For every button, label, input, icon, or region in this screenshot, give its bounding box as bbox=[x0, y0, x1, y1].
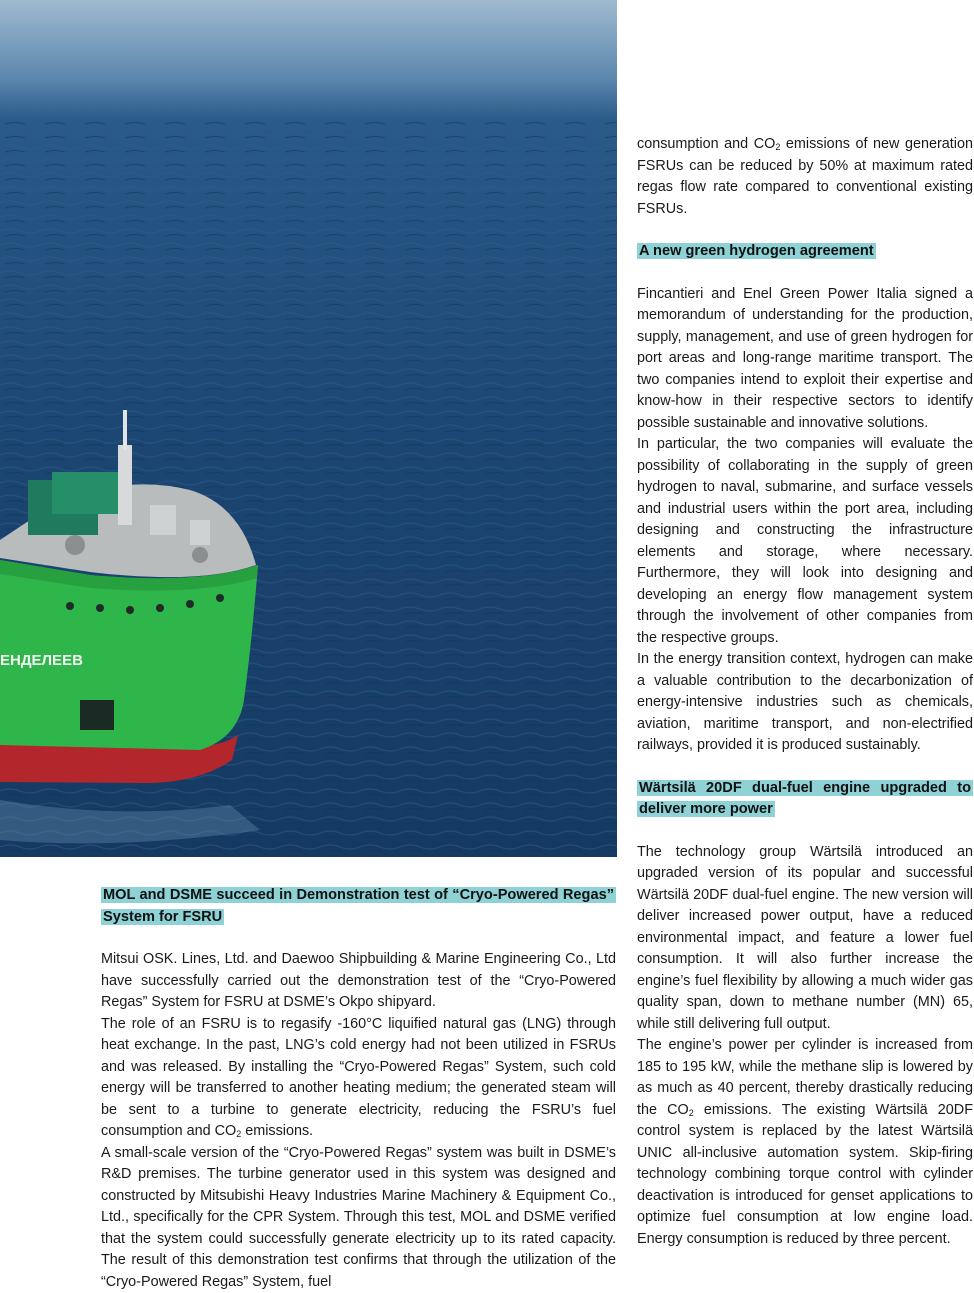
section-heading-wartsila: Wärtsilä 20DF dual-fuel engine upgraded to deliver more power bbox=[637, 778, 973, 821]
wartsila-paragraph-2: The engine’s power per cylinder is increased from 185 to 195 kW, while the methane slip is lowered by as much as 40 percent, thereby drastically reducing the $CO_2$ emissions. The existing Wärtsilä 20DF control system is replaced by the latest Wärtsilä UNIC all-inclusive automation system. Skip-firing technology combining torque control with cylinder deactivation is introduced for genset applications to optimize fuel consumption at low engine load. Energy consumption is reduced by three percent. bbox=[637, 1035, 973, 1250]
mol-paragraph-2: The role of an FSRU is to regasify -160°C liquified natural gas (LNG) through heat exchange. In the past, LNG’s cold energy had not been utilized in FSRUs and was released. By installing the “Cryo-Powered Regas” System, such cold energy will be transferred to another heating medium; the generated steam will be sent to a turbine to generate electricity, reducing the FSRU’s fuel consumption and $CO_2$ emissions. bbox=[101, 1014, 616, 1143]
ship-illustration bbox=[0, 0, 617, 857]
left-column bbox=[101, 885, 616, 1293]
mol-paragraph-1: Mitsui OSK. Lines, Ltd. and Daewoo Shipbuilding & Marine Engineering Co., Ltd have successfully carried out the demonstration test of the “Cryo-Powered Regas” System for FSRU at DSME’s Okpo shipyard. bbox=[101, 949, 616, 1014]
section-heading-hydrogen: A new green hydrogen agreement bbox=[637, 241, 973, 263]
wartsila-paragraph-1: The technology group Wärtsilä introduced an upgraded version of its popular and successful Wärtsilä 20DF dual-fuel engine. The new version will deliver increased power output, have a reduced environmental impact, and feature a lower fuel consumption. It will also further increase the engine’s fuel flexibility by allowing a much wider gas quality span, down to methane number (MN) 65, while still delivering full output. bbox=[637, 842, 973, 1036]
mol-paragraph-3: A small-scale version of the “Cryo-Powered Regas” system was built in DSME’s R&D premises. The turbine generator used in this system was designed and constructed by Mitsubishi Heavy Industries Marine Machinery & Equipment Co., Ltd., specifically for the CPR System. Through this test, MOL and DSME verified that the system could successfully generate electricity up to its rated capacity. The result of this demonstration test confirms that through the utilization of the “Cryo-Powered Regas” System, fuel bbox=[101, 1143, 616, 1293]
hydrogen-paragraph-3: In the energy transition context, hydrogen can make a valuable contribution to the decarbonization of energy-intensive industries such as chemicals, aviation, maritime transport, and non-electrified railways, provided it is produced sustainably. bbox=[637, 649, 973, 757]
section-heading-mol-dsme: MOL and DSME succeed in Demonstration test of “Cryo-Powered Regas” System for FSRU bbox=[101, 885, 616, 928]
intro-paragraph: consumption and $CO_2$ emissions of new generation FSRUs can be reduced by 50% at maximum rated regas flow rate compared to conventional existing FSRUs. bbox=[637, 134, 973, 220]
hydrogen-paragraph-1: Fincantieri and Enel Green Power Italia signed a memorandum of understanding for the production, supply, management, and use of green hydrogen for port areas and long-range maritime transport. The two companies intend to exploit their expertise and know-how in their respective sectors to identify possible sustainable and innovative solutions. bbox=[637, 284, 973, 435]
ship-photo bbox=[0, 0, 617, 857]
right-column bbox=[637, 134, 973, 1250]
hydrogen-paragraph-2: In particular, the two companies will evaluate the possibility of collaborating in the supply of green hydrogen to naval, submarine, and surface vessels and industrial users within the port area, including designing and constructing the infrastructure elements and storage, where necessary. Furthermore, they will look into designing and developing an energy flow management system through the involvement of other companies from the respective groups. bbox=[637, 434, 973, 649]
ship-name-text: ЕНДЕЛЕЕВ bbox=[0, 652, 83, 669]
